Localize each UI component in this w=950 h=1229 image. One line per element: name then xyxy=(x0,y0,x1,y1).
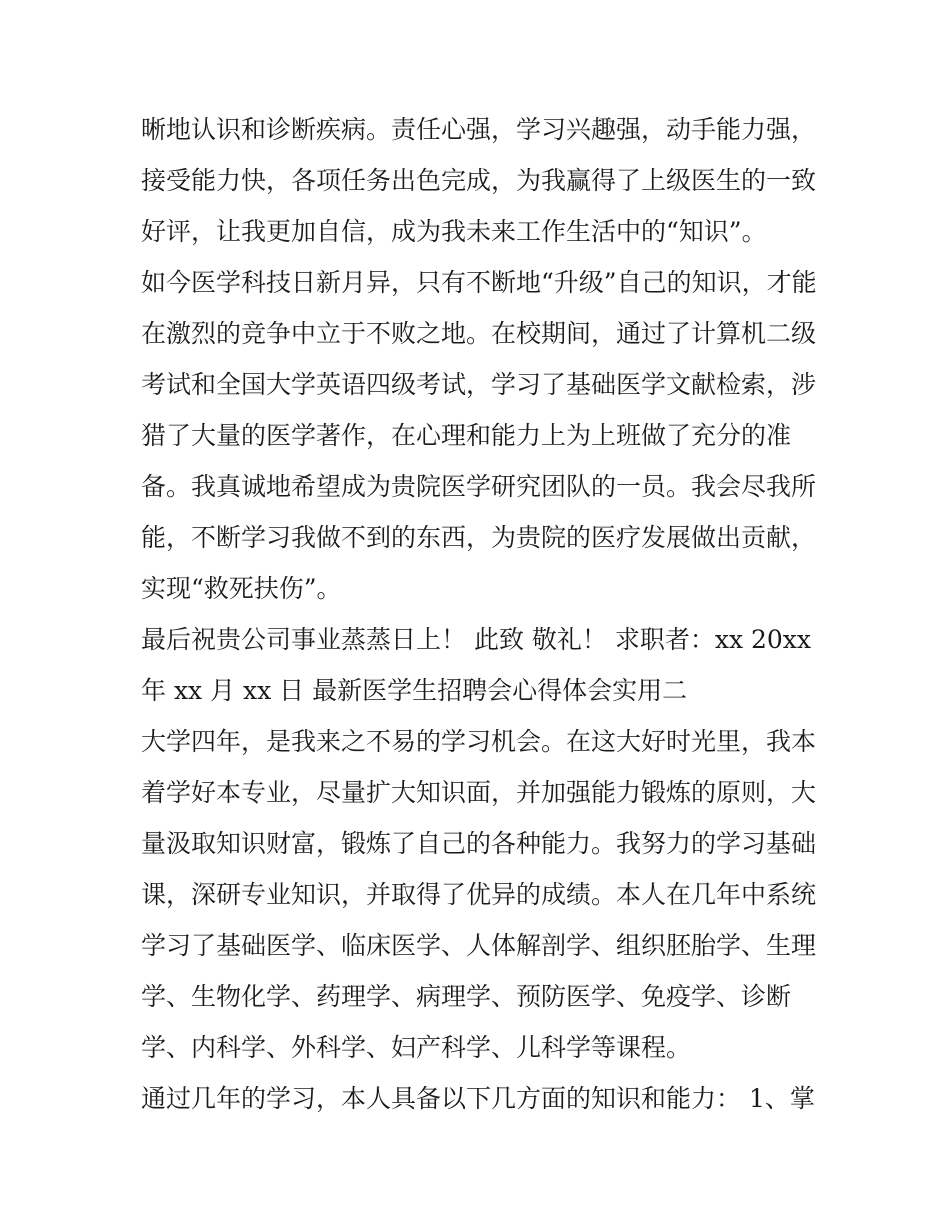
text-line: 学、生物化学、药理学、病理学、预防医学、免疫学、诊断 xyxy=(141,982,792,1011)
text-line: 好评，让我更加自信，成为我未来工作生活中的“知识”。 xyxy=(141,217,767,246)
text-line: 最后祝贵公司事业蒸蒸日上！ 此致 敬礼！ 求职者：xx 20xx xyxy=(141,625,811,654)
text-line: 如今医学科技日新月异，只有不断地“升级”自己的知识，才能 xyxy=(141,268,817,297)
text-line: 着学好本专业，尽量扩大知识面，并加强能力锻炼的原则，大 xyxy=(141,778,817,807)
text-line: 接受能力快，各项任务出色完成，为我赢得了上级医生的一致 xyxy=(141,166,817,195)
body-text xyxy=(141,104,821,1124)
text-line: 在激烈的竞争中立于不败之地。在校期间，通过了计算机二级 xyxy=(141,319,817,348)
text-line: 学习了基础医学、临床医学、人体解剖学、组织胚胎学、生理 xyxy=(141,931,817,960)
text-line: 大学四年，是我来之不易的学习机会。在这大好时光里，我本 xyxy=(141,727,817,756)
text-line: 备。我真诚地希望成为贵院医学研究团队的一员。我会尽我所 xyxy=(141,472,817,501)
text-line: 晰地认识和诊断疾病。责任心强，学习兴趣强，动手能力强， xyxy=(141,115,817,144)
text-line: 能，不断学习我做不到的东西，为贵院的医疗发展做出贡献， xyxy=(141,523,817,552)
text-line: 通过几年的学习，本人具备以下几方面的知识和能力： 1、掌 xyxy=(141,1084,815,1113)
text-line: 课，深研专业知识，并取得了优异的成绩。本人在几年中系统 xyxy=(141,880,817,909)
text-line: 学、内科学、外科学、妇产科学、儿科学等课程。 xyxy=(141,1033,692,1062)
text-line: 猎了大量的医学著作，在心理和能力上为上班做了充分的准 xyxy=(141,421,792,450)
text-line: 实现“救死扶伤”。 xyxy=(141,574,342,603)
text-line: 考试和全国大学英语四级考试，学习了基础医学文献检索，涉 xyxy=(141,370,817,399)
text-line: 量汲取知识财富，锻炼了自己的各种能力。我努力的学习基础 xyxy=(141,829,817,858)
text-line: 年 xx 月 xx 日 最新医学生招聘会心得体会实用二 xyxy=(141,676,688,705)
